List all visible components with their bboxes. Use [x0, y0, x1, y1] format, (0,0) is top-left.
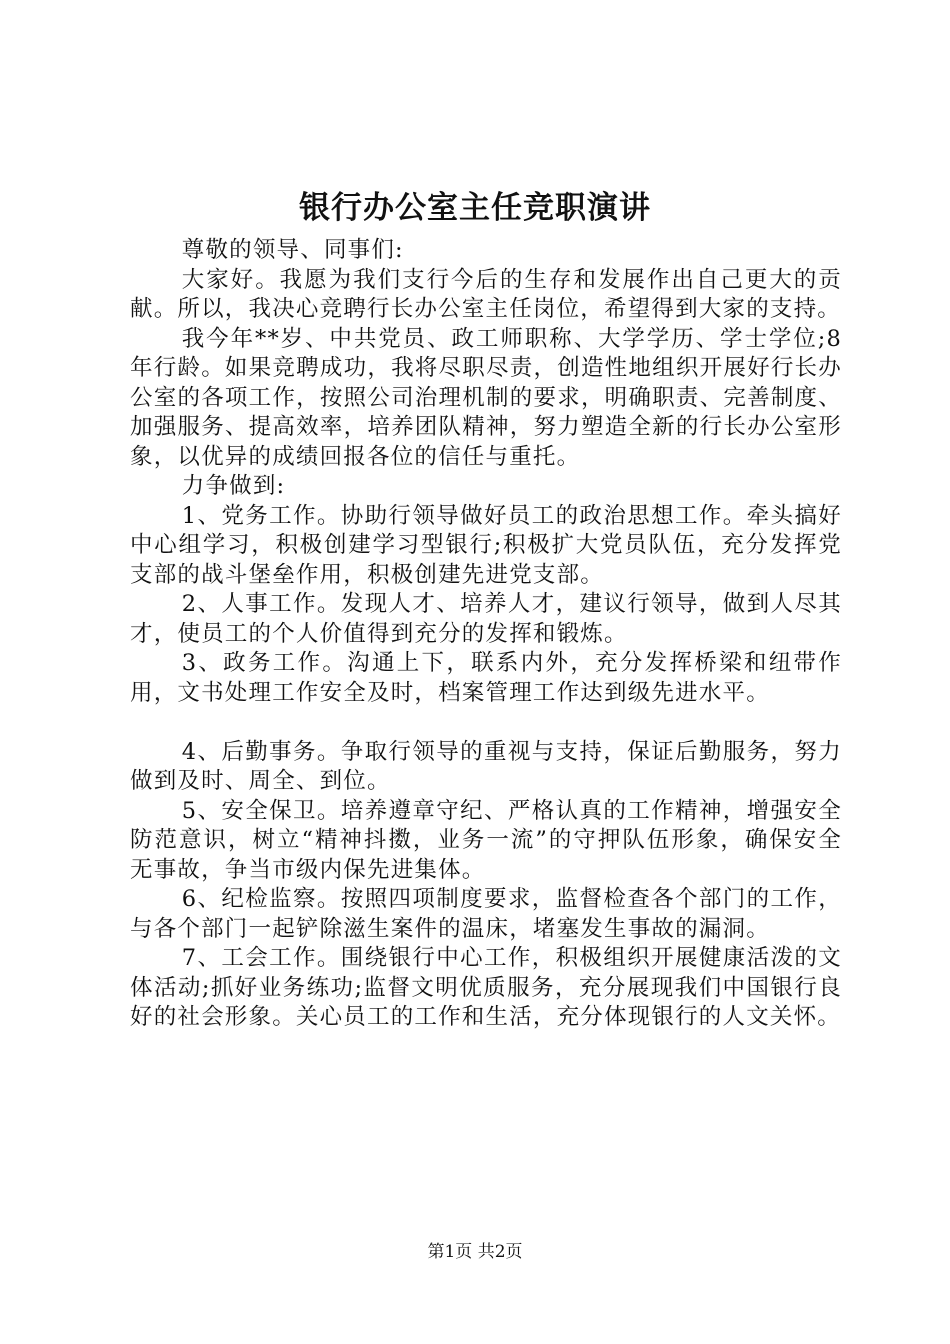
document-body — [130, 236, 842, 1033]
paragraph: 3、政务工作。沟通上下，联系内外，充分发挥桥梁和纽带作用，文书处理工作安全及时，档案管理工作达到级先进水平。 — [130, 650, 842, 706]
paragraph: 2、人事工作。发现人才、培养人才，建议行领导，做到人尽其才，使员工的个人价值得到充分的发挥和锻炼。 — [130, 591, 842, 647]
document-title: 银行办公室主任竞职演讲 — [299, 190, 651, 226]
paragraph: 7、工会工作。围绕银行中心工作，积极组织开展健康活泼的文体活动;抓好业务练功;监督文明优质服务，充分展现我们中国银行良好的社会形象。关心员工的工作和生活，充分体现银行的人文关怀。 — [130, 945, 842, 1030]
paragraph: 1、党务工作。协助行领导做好员工的政治思想工作。牵头搞好中心组学习，积极创建学习型银行;积极扩大党员队伍，充分发挥党支部的战斗堡垒作用，积极创建先进党支部。 — [130, 502, 842, 588]
paragraph: 5、安全保卫。培养遵章守纪、严格认真的工作精神，增强安全防范意识，树立“精神抖擞，业务一流”的守押队伍形象，确保安全无事故，争当市级内保先进集体。 — [130, 797, 842, 883]
paragraph: 6、纪检监察。按照四项制度要求，监督检查各个部门的工作，与各个部门一起铲除滋生案件的温床，堵塞发生事故的漏洞。 — [130, 886, 842, 942]
paragraph: 4、后勤事务。争取行领导的重视与支持，保证后勤服务，努力做到及时、周全、到位。 — [130, 738, 842, 794]
paragraph: 力争做到: — [181, 473, 286, 499]
greeting: 尊敬的领导、同事们: — [181, 237, 404, 263]
paragraph: 我今年**岁、中共党员、政工师职称、大学学历、学士学位;8年行龄。如果竞聘成功，我将尽职尽责，创造性地组织开展好行长办公室的各项工作，按照公司治理机制的要求，明确职责、完善制度、加强服务、提高效率，培养团队精神，努力塑造全新的行长办公室形象，以优异的成绩回报各位的信任与重托。 — [130, 325, 842, 470]
paragraph: 大家好。我愿为我们支行今后的生存和发展作出自己更大的贡献。所以，我决心竞聘行长办公室主任岗位，希望得到大家的支持。 — [130, 266, 842, 322]
page-number: 第1页 共2页 — [427, 1242, 523, 1262]
